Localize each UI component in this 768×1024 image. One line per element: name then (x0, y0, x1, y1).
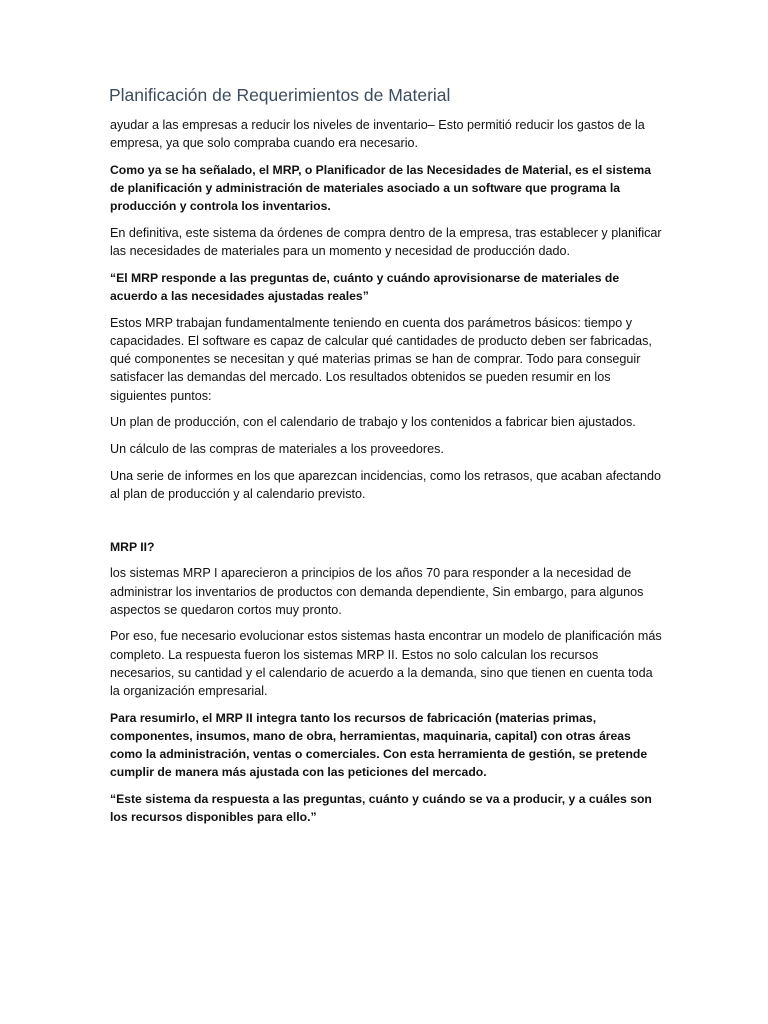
paragraph-mrp-definition: Como ya se ha señalado, el MRP, o Planificador de las Necesidades de Material, es el sistema de planificación y administración de materiales asociado a un software que programa la producción y controla los inventarios. (110, 162, 651, 214)
quote-mrp-ii: “Este sistema da respuesta a las preguntas, cuánto y cuándo se va a producir, y a cuáles son los recursos disponibles para ello.” (110, 792, 652, 825)
paragraph-intro: ayudar a las empresas a reducir los niveles de inventario– Esto permitió reducir los gastos de la empresa, ya que solo compraba cuando era necesario. (110, 118, 645, 151)
paragraph-mrp-i-history: los sistemas MRP I aparecieron a principios de los años 70 para responder a la necesidad de administrar los inventarios de productos con demanda dependiente, Sin embargo, para algunos aspectos se quedaron cortos muy pronto. (110, 566, 644, 617)
document-title: Planificación de Requerimientos de Material (109, 85, 451, 105)
paragraph-result-reports: Una serie de informes en los que aparezcan incidencias, como los retrasos, que acaban afectando al plan de producción y al calendario previsto. (110, 468, 661, 501)
paragraph-mrp-ii-summary: Para resumirlo, el MRP II integra tanto los recursos de fabricación (materias primas, componentes, insumos, mano de obra, herramientas, maquinaria, capital) con otras áreas como la administración, ventas o comerciales. Con esta herramienta de gestión, se pretende cumplir de manera más ajustada con las peticiones del mercado. (110, 710, 648, 780)
paragraph-parameters: Estos MRP trabajan fundamentalmente teniendo en cuenta dos parámetros básicos: tiempo y capacidades. El software es capaz de calcular qué cantidades de producto deben ser fabricadas, qué componentes se necesitan y qué materias primas se han de comprar. Todo para conseguir satisfacer las demandas del mercado. Los resultados obtenidos se pueden resumir en los siguientes puntos: (110, 315, 652, 403)
paragraph-purchase-orders: En definitiva, este sistema da órdenes de compra dentro de la empresa, tras establecer y planificar las necesidades de materiales para un momento y necesidad de producción dado. (110, 226, 662, 259)
paragraph-mrp-ii-evolution: Por eso, fue necesario evolucionar estos sistemas hasta encontrar un modelo de planificación más completo. La respuesta fueron los sistemas MRP II. Estos no solo calculan los recursos necesarios, su cantidad y el calendario de acuerdo a la demanda, sino que tienen en cuenta toda la organización empresarial. (110, 629, 662, 699)
document-body (110, 116, 662, 835)
paragraph-result-plan: Un plan de producción, con el calendario de trabajo y los contenidos a fabricar bien ajustados. (110, 415, 636, 430)
quote-mrp: “El MRP responde a las preguntas de, cuánto y cuándo aprovisionarse de materiales de acuerdo a las necesidades ajustadas reales” (110, 270, 620, 304)
heading-mrp-ii: MRP II? (110, 539, 155, 554)
section-spacer (110, 512, 662, 538)
paragraph-result-purchases: Un cálculo de las compras de materiales a los proveedores. (110, 442, 444, 457)
